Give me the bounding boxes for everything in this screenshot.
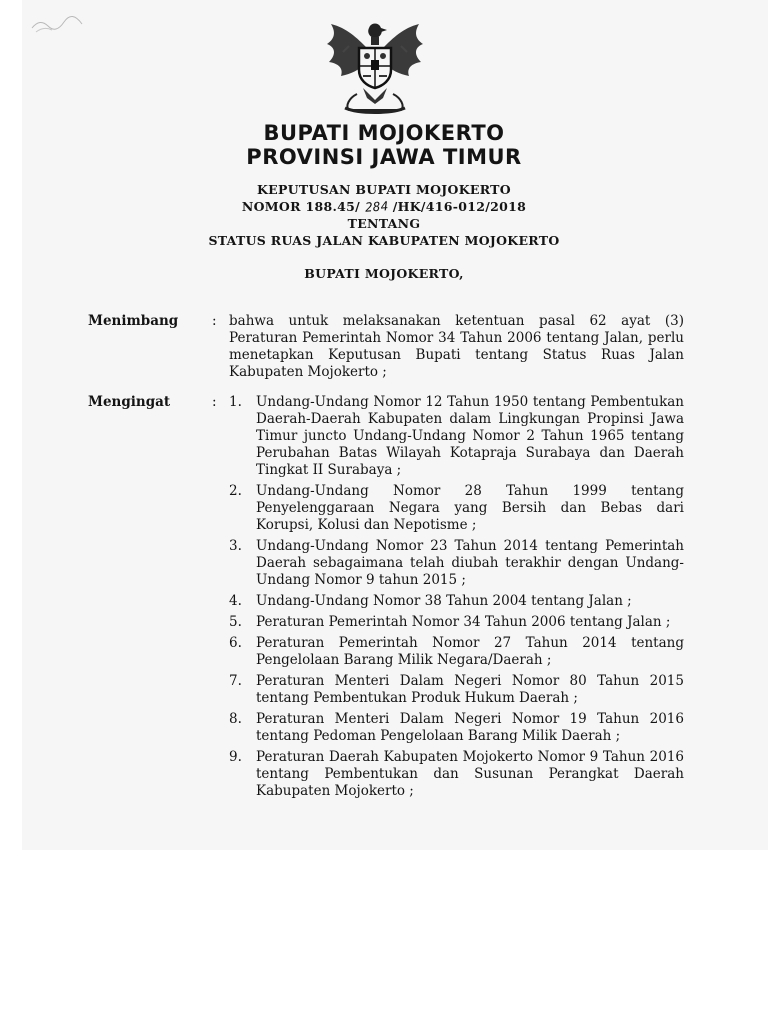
list-item: [229, 711, 684, 745]
list-item-number: 1.: [229, 394, 242, 410]
list-item: [229, 538, 684, 589]
list-item-text: Peraturan Pemerintah Nomor 34 Tahun 2006 tentang Jalan ;: [256, 614, 671, 630]
list-item: [229, 483, 684, 534]
handwritten-number: 284: [364, 198, 389, 215]
list-item-text: Undang-Undang Nomor 38 Tahun 2004 tentang Jalan ;: [256, 593, 632, 609]
list-item-text: Peraturan Menteri Dalam Negeri Nomor 80 Tahun 2015 tentang Pembentukan Produk Hukum Daerah ;: [256, 673, 684, 706]
decision-title: KEPUTUSAN BUPATI MOJOKERTO: [257, 182, 511, 197]
list-item-text: Undang-Undang Nomor 12 Tahun 1950 tentang Pembentukan Daerah-Daerah Kabupaten dalam Lingkungan Propinsi Jawa Timur juncto Undang-Undang Nomor 2 Tahun 1965 tentang Perubahan Batas Wilayah Kotapraja Surabaya dan Daerah Tingkat II Surabaya ;: [256, 394, 684, 478]
header-subtitle: PROVINSI JAWA TIMUR: [246, 145, 522, 169]
list-item-number: 8.: [229, 711, 242, 727]
list-item: [229, 749, 684, 800]
decision-number: [0, 199, 768, 214]
list-item-number: 3.: [229, 538, 242, 554]
list-item-number: 7.: [229, 673, 242, 689]
mengingat-label: Mengingat: [88, 394, 171, 410]
menimbang-colon: :: [212, 313, 217, 329]
tentang-label: TENTANG: [347, 216, 421, 231]
list-item-text: Peraturan Menteri Dalam Negeri Nomor 19 Tahun 2016 tentang Pedoman Pengelolaan Barang Milik Daerah ;: [256, 711, 684, 744]
list-item-text: Undang-Undang Nomor 28 Tahun 1999 tentang Penyelenggaraan Negara yang Bersih dan Bebas dari Korupsi, Kolusi dan Nepotisme ;: [256, 483, 684, 533]
list-item-number: 2.: [229, 483, 242, 499]
list-item-number: 9.: [229, 749, 242, 765]
list-item: [229, 635, 684, 669]
number-prefix: NOMOR 188.45/: [241, 199, 360, 214]
mengingat-colon: :: [212, 394, 217, 410]
number-suffix: /HK/416-012/2018: [392, 199, 527, 214]
list-item-text: Peraturan Pemerintah Nomor 27 Tahun 2014 tentang Pengelolaan Barang Milik Negara/Daerah ;: [256, 635, 684, 668]
list-item-number: 4.: [229, 593, 242, 609]
garuda-emblem-icon: [319, 18, 431, 114]
list-item-text: Undang-Undang Nomor 23 Tahun 2014 tentang Pemerintah Daerah sebagaimana telah diubah terakhir dengan Undang-Undang Nomor 9 tahun 2015 ;: [256, 538, 684, 588]
addressee: BUPATI MOJOKERTO,: [304, 266, 464, 281]
list-item-text: Peraturan Daerah Kabupaten Mojokerto Nomor 9 Tahun 2016 tentang Pembentukan dan Susunan Perangkat Daerah Kabupaten Mojokerto ;: [256, 749, 684, 799]
header-title: BUPATI MOJOKERTO: [263, 121, 505, 145]
list-item-number: 5.: [229, 614, 242, 630]
decision-subject: STATUS RUAS JALAN KABUPATEN MOJOKERTO: [208, 233, 560, 248]
list-item: [229, 614, 684, 631]
mengingat-list: [229, 394, 684, 800]
list-item: [229, 593, 684, 610]
list-item: [229, 673, 684, 707]
list-item-number: 6.: [229, 635, 242, 651]
scan-smudge: [30, 14, 90, 34]
menimbang-label: Menimbang: [88, 313, 179, 329]
menimbang-text: bahwa untuk melaksanakan ketentuan pasal 62 ayat (3) Peraturan Pemerintah Nomor 34 Tahun 2006 tentang Jalan, perlu menetapkan Keputusan Bupati tentang Status Ruas Jalan Kabupaten Mojokerto ;: [229, 313, 684, 380]
list-item: [229, 394, 684, 479]
